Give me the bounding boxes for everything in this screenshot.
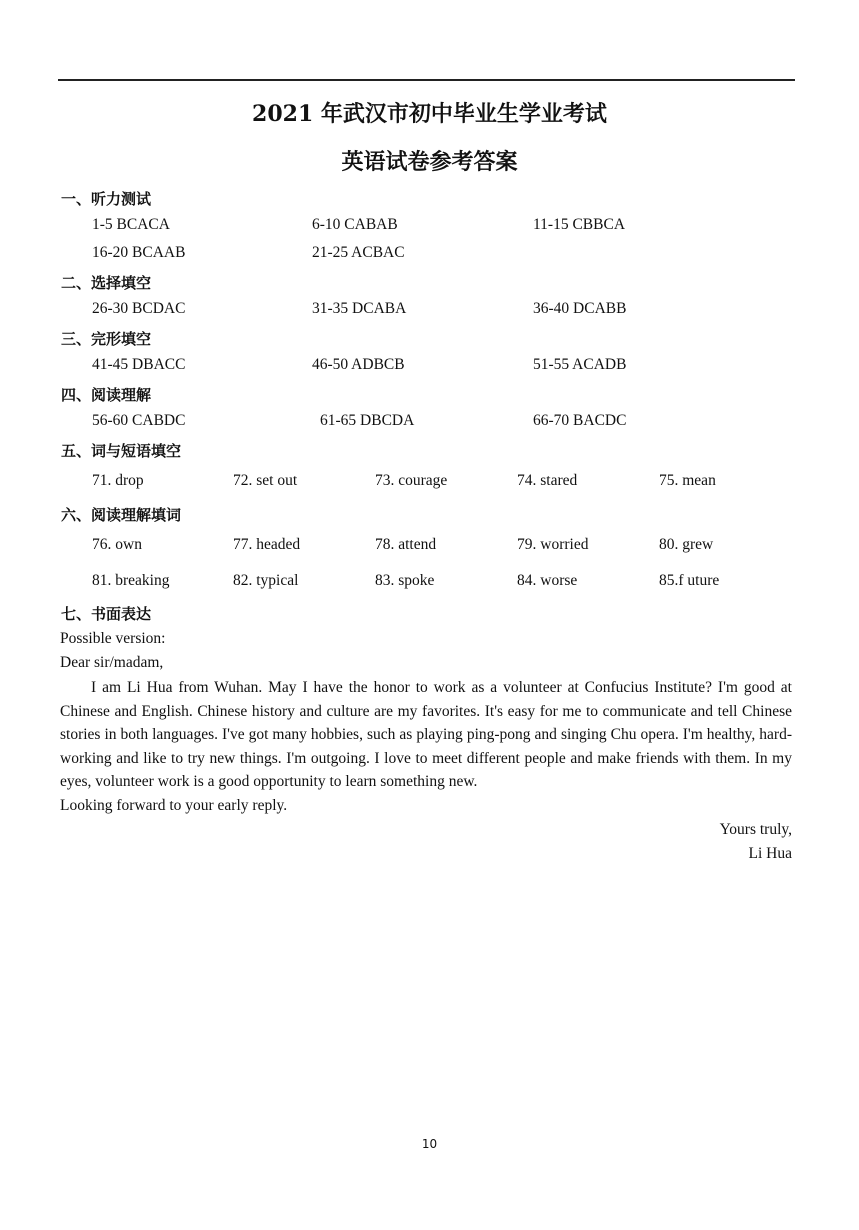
page-number: 10 xyxy=(421,1137,438,1151)
section-heading-reading-fill: 六、阅读理解填词 xyxy=(61,506,182,524)
answer-group: 66-70 BACDC xyxy=(533,412,627,429)
answer-group: 16-20 BCAAB xyxy=(92,244,186,261)
answer-group: 46-50 ADBCB xyxy=(312,356,405,373)
answer-group: 31-35 DCABA xyxy=(312,300,407,317)
answer-item: 71. drop xyxy=(92,472,144,489)
answer-item: 73. courage xyxy=(375,472,448,489)
answer-key-title: 英语试卷参考答案 xyxy=(341,149,518,175)
answer-group: 21-25 ACBAC xyxy=(312,244,405,261)
section-heading-cloze: 三、完形填空 xyxy=(61,330,152,348)
answer-group: 56-60 CABDC xyxy=(92,412,186,429)
letter-sign-off: Yours truly, xyxy=(719,821,792,838)
answer-group: 61-65 DBCDA xyxy=(320,412,415,429)
answer-item: 72. set out xyxy=(233,472,298,489)
section-heading-word-phrase: 五、词与短语填空 xyxy=(61,442,182,460)
section-heading-writing: 七、书面表达 xyxy=(61,605,152,623)
exam-title: 2021 年武汉市初中毕业生学业考试 xyxy=(252,101,607,127)
version-label: Possible version: xyxy=(60,630,166,647)
answer-item: 81. breaking xyxy=(92,572,170,589)
answer-item: 85.f uture xyxy=(659,572,720,589)
answer-item: 78. attend xyxy=(375,536,437,553)
answer-item: 84. worse xyxy=(517,572,578,589)
answer-item: 76. own xyxy=(92,536,142,553)
answer-item: 79. worried xyxy=(517,536,589,553)
letter-body xyxy=(60,676,792,794)
answer-group: 26-30 BCDAC xyxy=(92,300,186,317)
letter-signature: Li Hua xyxy=(748,845,792,862)
section-heading-listening: 一、听力测试 xyxy=(61,190,152,208)
answer-item: 75. mean xyxy=(659,472,716,489)
answer-item: 77. headed xyxy=(233,536,301,553)
letter-body-text: I am Li Hua from Wuhan. May I have the honor to work as a volunteer at Confucius Institute? I'm good at Chinese and English. Chinese history and culture are my favorites. It's easy for me to communicate and tell Chinese stories in both languages. I've got many hobbies, such as playing ping-pong and singing Chu opera. I'm healthy, hard-working and like to try new things. I'm outgoing. I love to meet different people and make friends with them. In my eyes, volunteer work is a good opportunity to learn something new. xyxy=(60,679,792,790)
letter-closing-line: Looking forward to your early reply. xyxy=(60,797,288,814)
answer-item: 80. grew xyxy=(659,536,714,553)
section-heading-reading: 四、阅读理解 xyxy=(61,386,152,404)
answer-group: 41-45 DBACC xyxy=(92,356,186,373)
section-heading-multiple-choice: 二、选择填空 xyxy=(61,274,152,292)
answer-group: 36-40 DCABB xyxy=(533,300,627,317)
answer-item: 74. stared xyxy=(517,472,578,489)
answer-item: 82. typical xyxy=(233,572,299,589)
answer-group: 11-15 CBBCA xyxy=(533,216,626,233)
answer-group: 51-55 ACADB xyxy=(533,356,627,373)
answer-item: 83. spoke xyxy=(375,572,435,589)
top-rule xyxy=(58,79,795,81)
answer-group: 1-5 BCACA xyxy=(92,216,170,233)
letter-greeting: Dear sir/madam, xyxy=(60,654,164,671)
answer-group: 6-10 CABAB xyxy=(312,216,398,233)
